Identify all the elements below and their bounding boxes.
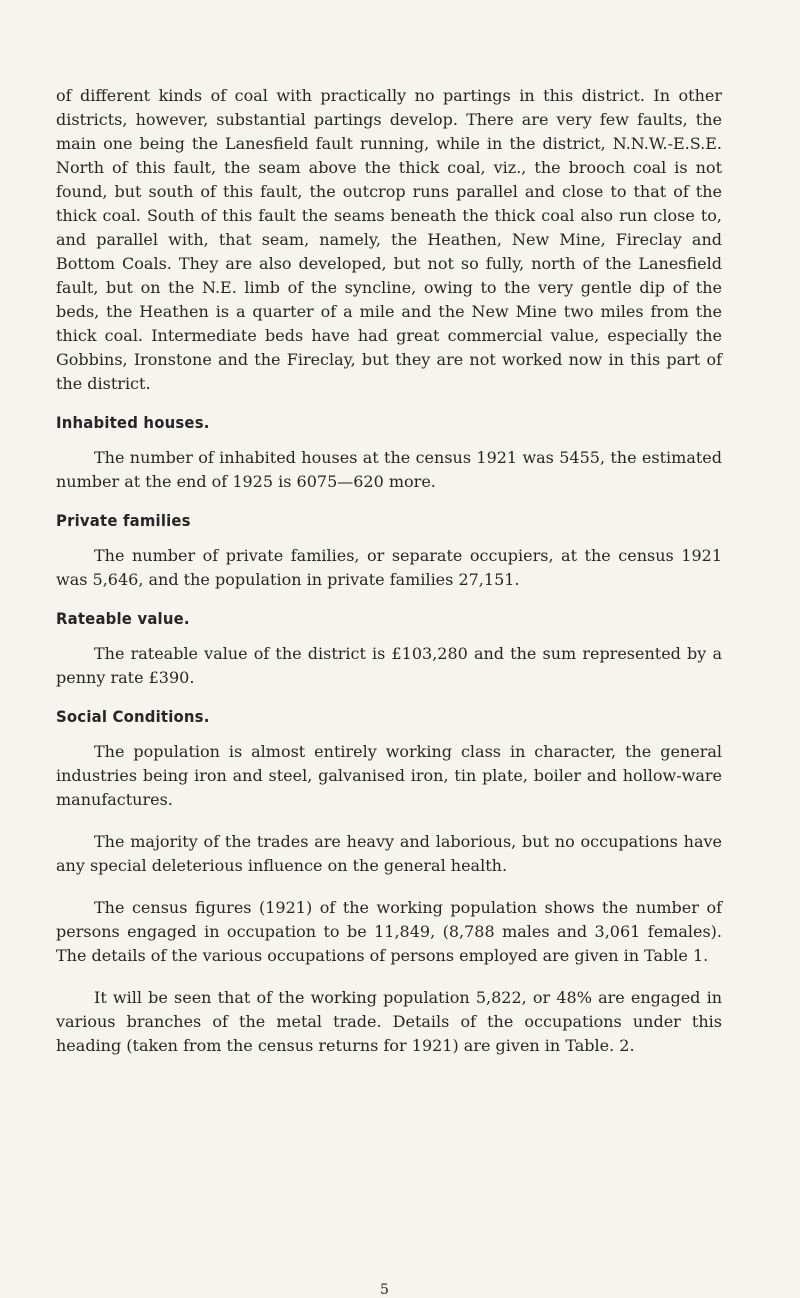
private-families-paragraph: The number of private families, or separate occupiers, at the census 1921 was 5,646, and the population in private families 27,151. <box>56 546 722 589</box>
heading-private-families: Private families <box>56 511 191 530</box>
inhabited-houses-paragraph: The number of inhabited houses at the census 1921 was 5455, the estimated number at the end of 1925 is 6075—620 more. <box>56 448 722 491</box>
social-conditions-paragraph-2: The majority of the trades are heavy and laborious, but no occupations have any special deleterious influence on the general health. <box>56 832 722 875</box>
intro-paragraph: of different kinds of coal with practically no partings in this district. In other districts, however, substantial partings develop. There are very few faults, the main one being the Lanesfield fault running, while in the district, N.N.W.-E.S.E. North of this fault, the seam above the thick coal, viz., the brooch coal is not found, but south of this fault, the outcrop runs parallel and close to that of the thick coal. South of this fault the seams beneath the thick coal also run close to, and parallel with, that seam, namely, the Heathen, New Mine, Fireclay and Bottom Coals. They are also developed, but not so fully, north of the Lanesfield fault, but on the N.E. limb of the syncline, owing to the very gentle dip of the beds, the Heathen is a quarter of a mile and the New Mine two miles from the thick coal. Intermediate beds have had great commercial value, especially the Gobbins, Ironstone and the Fireclay, but they are not worked now in this part of the district. <box>56 86 722 393</box>
heading-rateable-value: Rateable value. <box>56 609 190 628</box>
heading-inhabited-houses: Inhabited houses. <box>56 413 210 432</box>
document-page <box>56 84 722 1058</box>
page-number: 5 <box>380 1282 389 1298</box>
social-conditions-paragraph-3: The census figures (1921) of the working population shows the number of persons engaged in occupation to be 11,849, (8,788 males and 3,061 females). The details of the various occupations of persons employed are given in Table 1. <box>56 898 722 965</box>
social-conditions-paragraph-4: It will be seen that of the working population 5,822, or 48% are engaged in various branches of the metal trade. Details of the occupations under this heading (taken from the census returns for 1921) are given in Table. 2. <box>56 988 722 1055</box>
social-conditions-paragraph-1: The population is almost entirely working class in character, the general industries being iron and steel, galvanised iron, tin plate, boiler and hollow-ware manufactures. <box>56 742 722 809</box>
rateable-value-paragraph: The rateable value of the district is £103,280 and the sum represented by a penny rate £390. <box>56 644 722 687</box>
heading-social-conditions: Social Conditions. <box>56 707 210 726</box>
